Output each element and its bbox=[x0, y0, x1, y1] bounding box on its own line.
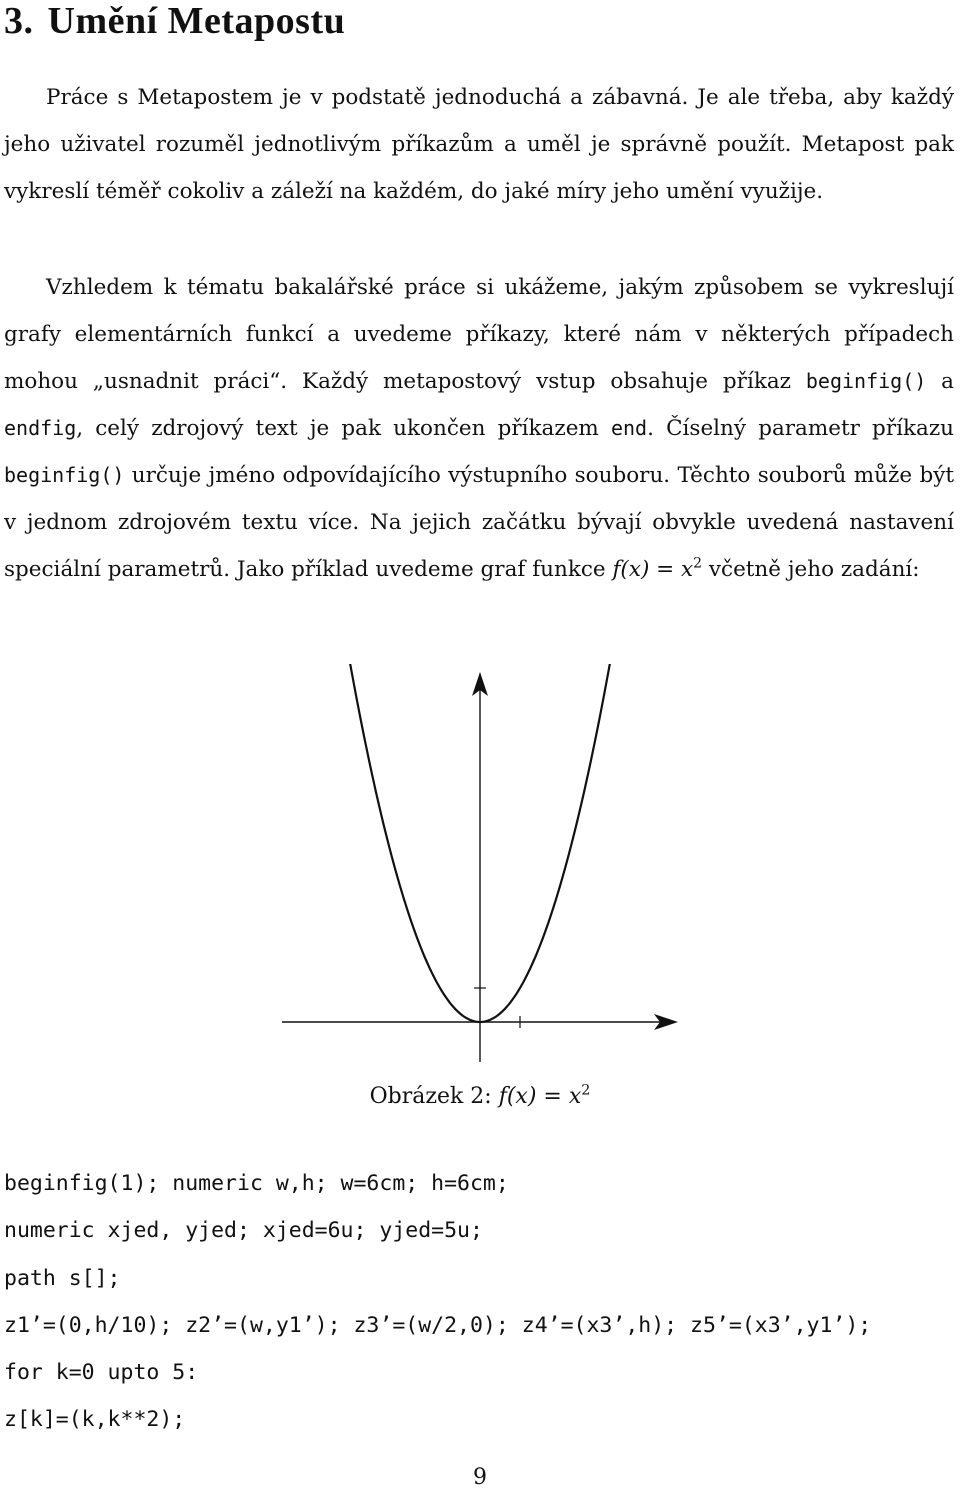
text-run: , celý zdrojový text je pak ukončen příkazem bbox=[76, 416, 611, 441]
figure-caption bbox=[0, 1084, 960, 1109]
math-x: x bbox=[681, 557, 694, 582]
code-line: z[k]=(k,k**2); bbox=[4, 1407, 186, 1433]
code-listing bbox=[4, 1160, 871, 1444]
inline-code-endfig: endfig bbox=[4, 416, 77, 440]
math-fx: f(x) bbox=[612, 557, 650, 582]
paragraph-intro: Práce s Metapostem je v podstatě jednoduchá a zábavná. Je ale třeba, aby každý jeho uživatel rozuměl jednotlivým příkazům a uměl je správně použít. Metapost pak vykreslí téměř cokoliv a záleží na každém, do jaké míry jeho umění využije. bbox=[4, 85, 954, 204]
code-line: z1’=(0,h/10); z2’=(w,y1’); z3’=(w/2,0); z4’=(x3’,h); z5’=(x3’,y1’); bbox=[4, 1312, 872, 1338]
section-title: Umění Metapostu bbox=[47, 0, 346, 42]
code-line: numeric xjed, yjed; xjed=6u; yjed=5u; bbox=[4, 1218, 483, 1244]
math-equals: = bbox=[649, 557, 682, 582]
paragraph-graphs bbox=[4, 264, 954, 593]
code-line: for k=0 upto 5: bbox=[4, 1360, 199, 1386]
text-run: včetně jeho zadání: bbox=[702, 557, 920, 582]
inline-code-end: end bbox=[610, 416, 648, 440]
parabola-plot bbox=[270, 664, 690, 1074]
section-heading bbox=[4, 0, 345, 44]
caption-x: x bbox=[568, 1084, 582, 1109]
caption-fx: f(x) bbox=[498, 1084, 537, 1109]
text-run: určuje jméno odpovídajícího výstupního souboru. Těchto souborů může být v jednom zdrojovém textu více. Na jejich začátku bývají obvykle uvedená nastavení speciální parametrů. Jako příklad uvedeme graf funkce bbox=[4, 463, 954, 582]
code-line: beginfig(1); numeric w,h; w=6cm; h=6cm; bbox=[4, 1171, 509, 1196]
text-run: Vzhledem k tématu bakalářské práce si ukážeme, jakým způsobem se vykreslují grafy elementárních funkcí a uvedeme příkazy, které nám v některých případech mohou „usnadnit práci“. Každý metapostový vstup obsahuje příkaz bbox=[4, 275, 954, 394]
math-exponent: 2 bbox=[693, 555, 703, 572]
section-number: 3. bbox=[4, 0, 34, 42]
inline-code-beginfig: beginfig() bbox=[4, 463, 125, 487]
caption-prefix: Obrázek 2: bbox=[369, 1084, 499, 1109]
page-number: 9 bbox=[473, 1465, 487, 1490]
text-run: . Číselný parametr příkazu bbox=[647, 416, 954, 441]
inline-code-beginfig: beginfig() bbox=[805, 369, 927, 393]
code-line: path s[]; bbox=[4, 1265, 121, 1291]
text-run: a bbox=[926, 369, 954, 394]
caption-equals: = bbox=[536, 1084, 569, 1109]
caption-exponent: 2 bbox=[581, 1082, 591, 1099]
parabola-figure bbox=[270, 664, 690, 1074]
